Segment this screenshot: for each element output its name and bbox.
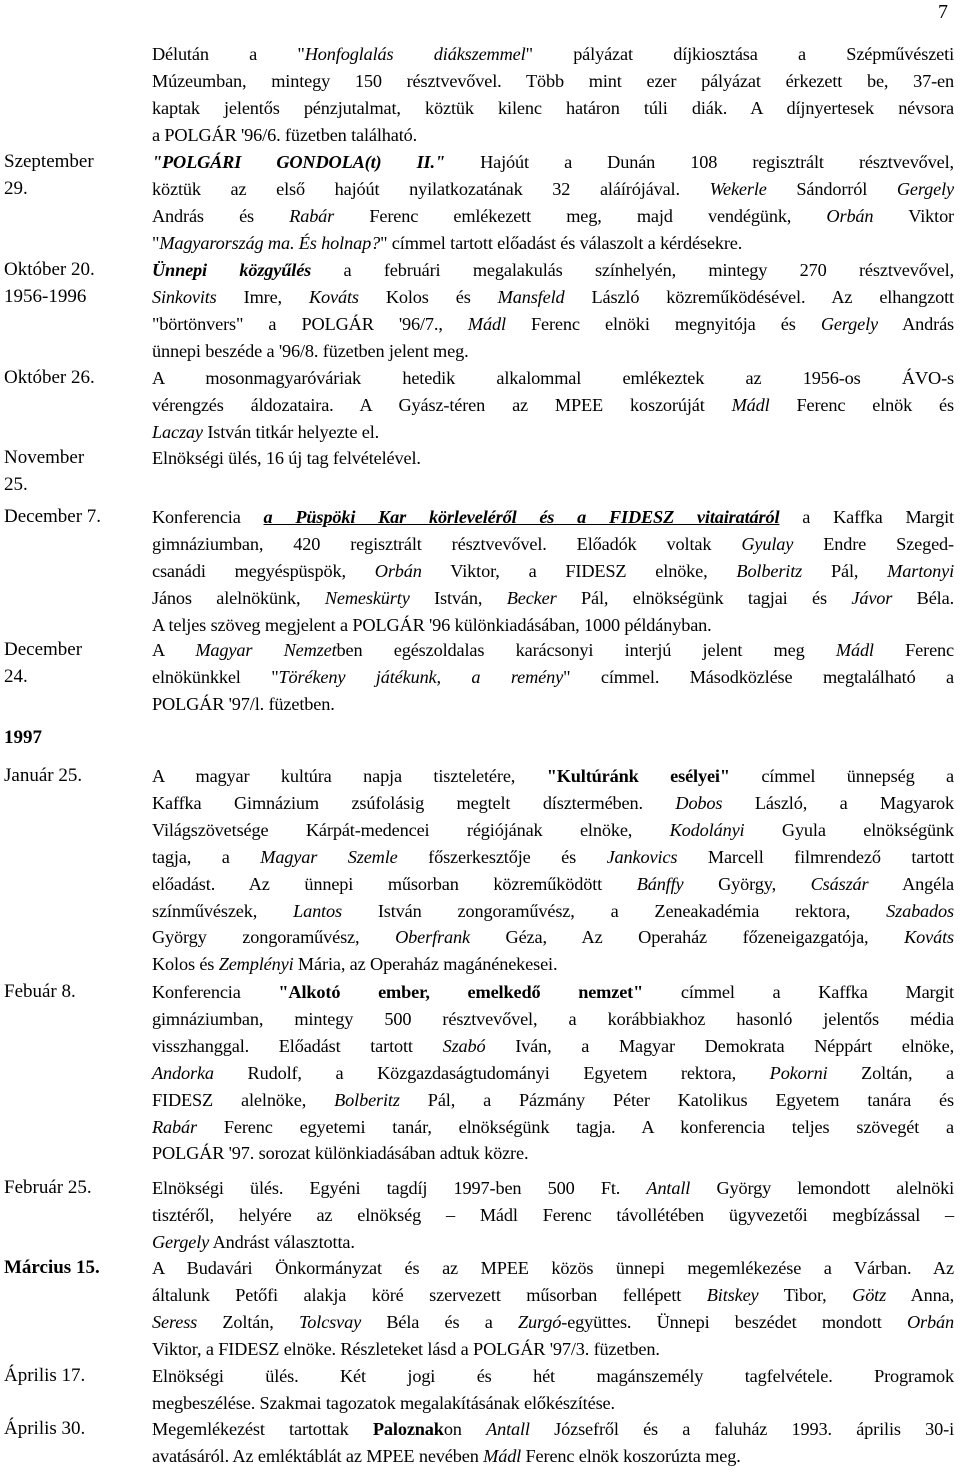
entry-text-line <box>152 504 954 531</box>
text-run: a Kaffka Margit <box>779 507 954 527</box>
text-run: Múzeumban, mintegy 150 résztvevővel. Több mint ezer pályázat érkezett be, 37-en <box>152 70 954 91</box>
text-run: Orbán <box>906 1311 954 1332</box>
entry-text-line <box>152 979 954 1006</box>
text-run: Géza, Az Operaház főzeneigazgatója, <box>469 927 905 948</box>
text-run: Béla és a <box>361 1311 518 1332</box>
text-run: András <box>877 313 954 334</box>
text-run: Andrást választotta. <box>209 1231 355 1252</box>
intro-paragraph <box>152 41 954 149</box>
text-run: Antall <box>486 1419 530 1439</box>
entry-date-line: Április 17. <box>4 1365 86 1386</box>
text-run: Mansfeld <box>497 286 565 307</box>
text-run: Józsefről és a faluház 1993. április 30-i <box>529 1419 954 1439</box>
entry-date <box>4 445 144 499</box>
entry-text-line <box>152 338 954 365</box>
text-run: Szabados <box>886 900 954 921</box>
text-run: ünnepi beszéde a '96/8. füzetben jelent meg. <box>152 340 469 361</box>
text-run: színművészek, <box>152 900 294 921</box>
intro-line <box>152 41 954 68</box>
text-run: Pál, a Pázmány Péter Katolikus Egyetem tanára és <box>399 1089 954 1110</box>
text-run: Mádl <box>731 394 770 415</box>
entry-text-line <box>152 1033 954 1060</box>
text-run: Antall <box>646 1178 691 1198</box>
entry-date <box>4 504 144 531</box>
text-run: Törékeny játékunk, a remény <box>278 666 564 687</box>
text-run: gimnáziumban, 420 regisztrált résztvevővel. Előadók voltak <box>152 533 742 554</box>
text-run: Laczay <box>152 421 203 442</box>
text-run: Sinkovits <box>152 286 217 307</box>
text-run: Dobos <box>675 792 723 813</box>
text-run: Jávor <box>851 587 893 608</box>
text-run: Nemeskürty <box>324 587 410 608</box>
entry-text-line <box>152 203 954 230</box>
text-run: A magyar kultúra napja tiszteletére, <box>152 766 547 786</box>
entry-text-line <box>152 585 954 612</box>
text-run: előadást. Az ünnepi műsorban közreműködött <box>152 873 637 894</box>
entry-text <box>152 979 954 1167</box>
text-run: elnökünkkel " <box>152 666 279 687</box>
entry-text <box>152 1255 954 1363</box>
entry-date-line: 1956-1996 <box>4 285 87 307</box>
entry-text-line <box>152 664 954 691</box>
text-run: Martonyi <box>887 560 954 581</box>
text-run: Bolberitz <box>334 1089 400 1110</box>
text-run: Orbán <box>826 205 874 226</box>
entry-text <box>152 637 954 718</box>
text-run: András és <box>152 205 290 226</box>
text-run: Kaffka Gimnázium zsúfolásig megtelt dísztermében. <box>152 792 676 813</box>
text-run: Seress <box>152 1311 198 1332</box>
text-run: " pályázat díjkiosztása a Szépművészeti <box>525 44 954 64</box>
text-run: György lemondott alelnöki <box>690 1178 954 1198</box>
entry-text-line <box>152 1255 954 1282</box>
text-run: Imre, <box>216 286 309 307</box>
text-run: avatásáról. Az emléktáblát az MPEE nevében <box>152 1445 484 1466</box>
text-run: Bolberitz <box>736 560 803 581</box>
entry-text-line <box>152 1229 954 1256</box>
entry-text-line <box>152 392 954 419</box>
text-run: Magyarország ma. És holnap? <box>159 232 381 253</box>
text-run: Gyula elnökségünk <box>744 819 954 840</box>
text-run: "Kultúránk esélyei" <box>546 766 730 786</box>
entry-text-line <box>152 1336 954 1363</box>
text-run: Elnökségi ülés, 16 új tag felvételével. <box>152 448 421 468</box>
entry-date <box>4 1416 144 1443</box>
entry-date-line: Febuár 8. <box>4 981 76 1002</box>
text-run: általunk Petőfi alakja köré szervezett műsorban fellépett <box>152 1284 707 1305</box>
text-run: Mádl <box>467 313 506 334</box>
text-run: Gergely <box>820 313 878 334</box>
text-run: Béla. <box>892 587 954 608</box>
text-run: Becker <box>506 587 557 608</box>
text-run: A teljes szöveg megjelent a POLGÁR '96 különkiadásában, 1000 példányban. <box>152 614 712 635</box>
text-run: Gergely <box>896 178 955 199</box>
entry-text-line <box>152 1443 954 1470</box>
text-run: Jankovics <box>606 846 678 867</box>
text-run: visszhanggal. Előadást tartott <box>152 1035 443 1056</box>
entry-date <box>4 365 144 392</box>
entry-text-line <box>152 898 954 925</box>
text-run: Paloznak <box>372 1419 444 1439</box>
entry-text-line <box>152 691 954 718</box>
entry-text-line <box>152 1175 954 1202</box>
entry-text-line <box>152 1060 954 1087</box>
text-run: István zongoraművész, a Zeneakadémia rektora, <box>341 900 887 921</box>
text-run: István titkár helyezte el. <box>202 421 380 442</box>
entry-text <box>152 1363 954 1417</box>
entry-text-line <box>152 637 954 664</box>
text-run: a Püspöki Kar körleveléről és a FIDESZ vitairatáról <box>263 507 780 527</box>
entry-date-line: 24. <box>4 665 28 687</box>
text-run: Endre Szeged- <box>793 533 954 554</box>
entry-text-line <box>152 176 954 203</box>
entry-text-line <box>152 1282 954 1309</box>
text-run: Sándorról <box>766 178 897 199</box>
entry-text-line <box>152 871 954 898</box>
text-run: Ferenc <box>873 640 954 660</box>
text-run: Kováts <box>308 286 359 307</box>
text-run: gimnáziumban, mintegy 500 résztvevővel, a korábbiakhoz hasonló jelentős média <box>152 1008 954 1029</box>
entry-text-line <box>152 257 954 284</box>
text-run: Viktor, a FIDESZ elnöke, <box>421 560 737 581</box>
text-run: Kodolányi <box>669 819 745 840</box>
text-run: Oberfrank <box>395 927 470 948</box>
text-run: Pál, elnökségünk tagjai és <box>556 587 852 608</box>
text-run: Ferenc elnöki megnyitója és <box>505 313 821 334</box>
text-run: Konferencia <box>152 982 279 1002</box>
text-run: Császár <box>810 873 869 894</box>
entry-date <box>4 1255 144 1282</box>
entry-text-line <box>152 924 954 951</box>
text-run: János alelnökünk, <box>152 587 325 608</box>
text-run: főszerkesztője és <box>397 846 607 867</box>
text-run: István, <box>409 587 507 608</box>
text-run: Anna, <box>886 1284 955 1305</box>
text-run: POLGÁR '97. sorozat különkiadásában adtuk közre. <box>152 1143 529 1164</box>
text-run: Elnökségi ülés. Két jogi és hét magánszemély tagfelvétele. Programok <box>152 1366 954 1386</box>
text-run: Kolos és <box>152 954 219 975</box>
text-run: Délután a " <box>152 44 305 64</box>
text-run: Andorka <box>152 1062 214 1083</box>
entry-text-line <box>152 612 954 639</box>
entry-text-line <box>152 311 954 338</box>
text-run: Világszövetsége Kárpát-medencei régiójának elnöke, <box>152 819 670 840</box>
text-run: A <box>152 640 196 660</box>
text-run: " címmel tartott előadást és válaszolt a kérdésekre. <box>380 232 743 253</box>
entry-date <box>4 979 144 1006</box>
text-run: Magyar Szemle <box>260 846 398 867</box>
entry-text-line <box>152 149 954 176</box>
text-run: Mádl <box>835 640 874 660</box>
text-run: László, a Magyarok <box>722 792 954 813</box>
text-run: Orbán <box>374 560 422 581</box>
text-run: Götz <box>852 1284 887 1305</box>
text-run: " <box>152 232 160 253</box>
text-run: Pál, <box>802 560 888 581</box>
text-run: Megemlékezést tartottak <box>152 1419 373 1439</box>
text-run: megbeszélése. Szakmai tagozatok megalakításának előkészítése. <box>152 1392 615 1413</box>
entry-text <box>152 445 954 472</box>
entry-date <box>4 763 144 790</box>
entry-text <box>152 504 954 639</box>
entry-text <box>152 365 954 446</box>
entry-text-line <box>152 365 954 392</box>
entry-text-line <box>152 558 954 585</box>
text-run: on <box>443 1419 487 1439</box>
text-run: Konferencia <box>152 507 264 527</box>
text-run: Zoltán, <box>197 1311 299 1332</box>
text-run: Zurgó <box>517 1311 562 1332</box>
text-run: a POLGÁR '96/6. füzetben található. <box>152 124 418 145</box>
page-number: 7 <box>938 1 948 23</box>
entry-text-line <box>152 1140 954 1167</box>
text-run: Mária, az Operaház magánénekesei. <box>293 954 558 975</box>
entry-text-line <box>152 790 954 817</box>
text-run: A Budavári Önkormányzat és az MPEE közös ünnepi megemlékezése a Várban. Az <box>152 1258 954 1278</box>
entry-text-line <box>152 817 954 844</box>
intro-line <box>152 122 954 149</box>
entry-date-line: Október 26. <box>4 367 95 388</box>
entry-text <box>152 1416 954 1470</box>
text-run: FIDESZ alelnöke, <box>152 1089 335 1110</box>
entry-text-line <box>152 445 954 472</box>
text-run: Szabó <box>442 1035 486 1056</box>
text-run: Ferenc emlékezett meg, majd vendégünk, <box>334 205 827 226</box>
text-run: Mádl <box>483 1445 522 1466</box>
entry-date <box>4 257 144 311</box>
entry-date-line: Szeptember <box>4 151 94 172</box>
entry-text-line <box>152 1363 954 1390</box>
text-run: Rudolf, a Közgazdaságtudományi Egyetem rektora, <box>213 1062 770 1083</box>
entry-text-line <box>152 230 954 257</box>
text-run: Gyulay <box>741 533 794 554</box>
entry-text-line <box>152 531 954 558</box>
entry-date-line: 25. <box>4 473 28 495</box>
text-run: a februári megalakulás színhelyén, mintegy 270 résztvevővel, <box>311 260 954 280</box>
text-run: "börtönvers" a POLGÁR '96/7., <box>152 313 468 334</box>
text-run: Rabár <box>289 205 335 226</box>
entry-text-line <box>152 1006 954 1033</box>
entry-date <box>4 149 144 203</box>
text-run: Bitskey <box>706 1284 759 1305</box>
text-run: Iván, a Magyar Demokrata Néppárt elnöke, <box>485 1035 954 1056</box>
entry-text-line <box>152 1390 954 1417</box>
text-run: Rabár <box>152 1116 197 1137</box>
text-run: címmel ünnepség a <box>729 766 955 786</box>
entry-text-line <box>152 1114 954 1141</box>
text-run: Pokorni <box>769 1062 828 1083</box>
text-run: Magyar Nemzet <box>195 640 337 660</box>
entry-date-line: Október 20. <box>4 259 95 280</box>
text-run: László közreműködésével. Az elhangzott <box>564 286 954 307</box>
text-run: POLGÁR '97/l. füzetben. <box>152 693 335 714</box>
text-run: Angéla <box>868 873 954 894</box>
text-run: A mosonmagyaróváriak hetedik alkalommal emlékeztek az 1956-os ÁVO-s <box>152 368 954 388</box>
intro-line <box>152 68 954 95</box>
entry-date <box>4 637 144 691</box>
text-run: Hajóút a Dunán 108 regisztrált résztvevővel, <box>444 152 954 172</box>
text-run: Tibor, <box>758 1284 853 1305</box>
entry-text-line <box>152 844 954 871</box>
text-run: Ferenc elnök és <box>769 394 954 415</box>
text-run: Zemplényi <box>218 954 294 975</box>
text-run: Zoltán, a <box>827 1062 954 1083</box>
entry-text-line <box>152 1087 954 1114</box>
text-run: Bánffy <box>636 873 684 894</box>
text-run: "POLGÁRI GONDOLA(t) II." <box>152 152 445 172</box>
entry-text-line <box>152 763 954 790</box>
text-run: Wekerle <box>709 178 767 199</box>
text-run: címmel a Kaffka Margit <box>643 982 954 1002</box>
text-run: köztük az első hajóút nyilatkozatának 32 aláírójával. <box>152 178 710 199</box>
entry-text <box>152 149 954 257</box>
entry-date <box>4 1363 144 1390</box>
entry-date-line: Február 25. <box>4 1177 92 1198</box>
year-heading: 1997 <box>4 727 42 748</box>
entry-date-line: December <box>4 639 83 660</box>
text-run: Elnökségi ülés. Egyéni tagdíj 1997-ben 500 Ft. <box>152 1178 647 1198</box>
entry-date-line: Március 15. <box>4 1257 100 1278</box>
text-run: Gergely <box>152 1231 210 1252</box>
entry-text <box>152 257 954 365</box>
text-run: " címmel. Másodközlése megtalálható a <box>563 666 955 687</box>
text-run: vérengzés áldozataira. A Gyász-téren az MPEE koszorúját <box>152 394 732 415</box>
text-run: tisztéről, helyére az elnökség – Mádl Ferenc távollétében ügyvezetői megbízással – <box>152 1204 954 1225</box>
entry-text-line <box>152 284 954 311</box>
text-run: Viktor <box>873 205 954 226</box>
text-run: György zongoraművész, <box>152 927 396 948</box>
text-run: Viktor, a FIDESZ elnöke. Részleteket lásd a POLGÁR '97/3. füzetben. <box>152 1338 660 1359</box>
text-run: Kováts <box>904 927 955 948</box>
text-run: György, <box>683 873 811 894</box>
entry-date-line: 29. <box>4 177 28 199</box>
entry-text <box>152 1175 954 1256</box>
text-run: Ünnepi közgyűlés <box>152 260 312 280</box>
text-run: tagja, a <box>152 846 261 867</box>
text-run: "Alkotó ember, emelkedő nemzet" <box>278 982 644 1002</box>
text-run: Marcell filmrendező tartott <box>677 846 954 867</box>
entry-date-line: December 7. <box>4 506 102 527</box>
entry-text-line <box>152 1416 954 1443</box>
text-run: Ferenc egyetemi tanár, elnökségünk tagja. A konferencia teljes szövegét a <box>196 1116 954 1137</box>
text-run: Ferenc elnök koszorúzta meg. <box>521 1445 741 1466</box>
entry-text-line <box>152 1202 954 1229</box>
text-run: ben egészoldalas karácsonyi interjú jelent meg <box>336 640 836 660</box>
text-run: -együttes. Ünnepi beszédet mondott <box>561 1311 907 1332</box>
entry-text-line <box>152 419 954 446</box>
text-run: kaptak jelentős pénzjutalmat, köztük kilenc határon túli diák. A díjnyertesek névsora <box>152 97 954 118</box>
entry-date <box>4 1175 144 1202</box>
entry-date-line: November <box>4 447 85 468</box>
text-run: Kolos és <box>358 286 498 307</box>
entry-date-line: Április 30. <box>4 1418 86 1439</box>
text-run: Honfoglalás diákszemmel <box>304 44 526 64</box>
entry-text <box>152 763 954 978</box>
text-run: csanádi megyéspüspök, <box>152 560 375 581</box>
text-run: Lantos <box>293 900 342 921</box>
entry-text-line <box>152 951 954 978</box>
entry-date-line: Január 25. <box>4 765 83 786</box>
entry-text-line <box>152 1309 954 1336</box>
text-run: Tolcsvay <box>298 1311 362 1332</box>
intro-line <box>152 95 954 122</box>
